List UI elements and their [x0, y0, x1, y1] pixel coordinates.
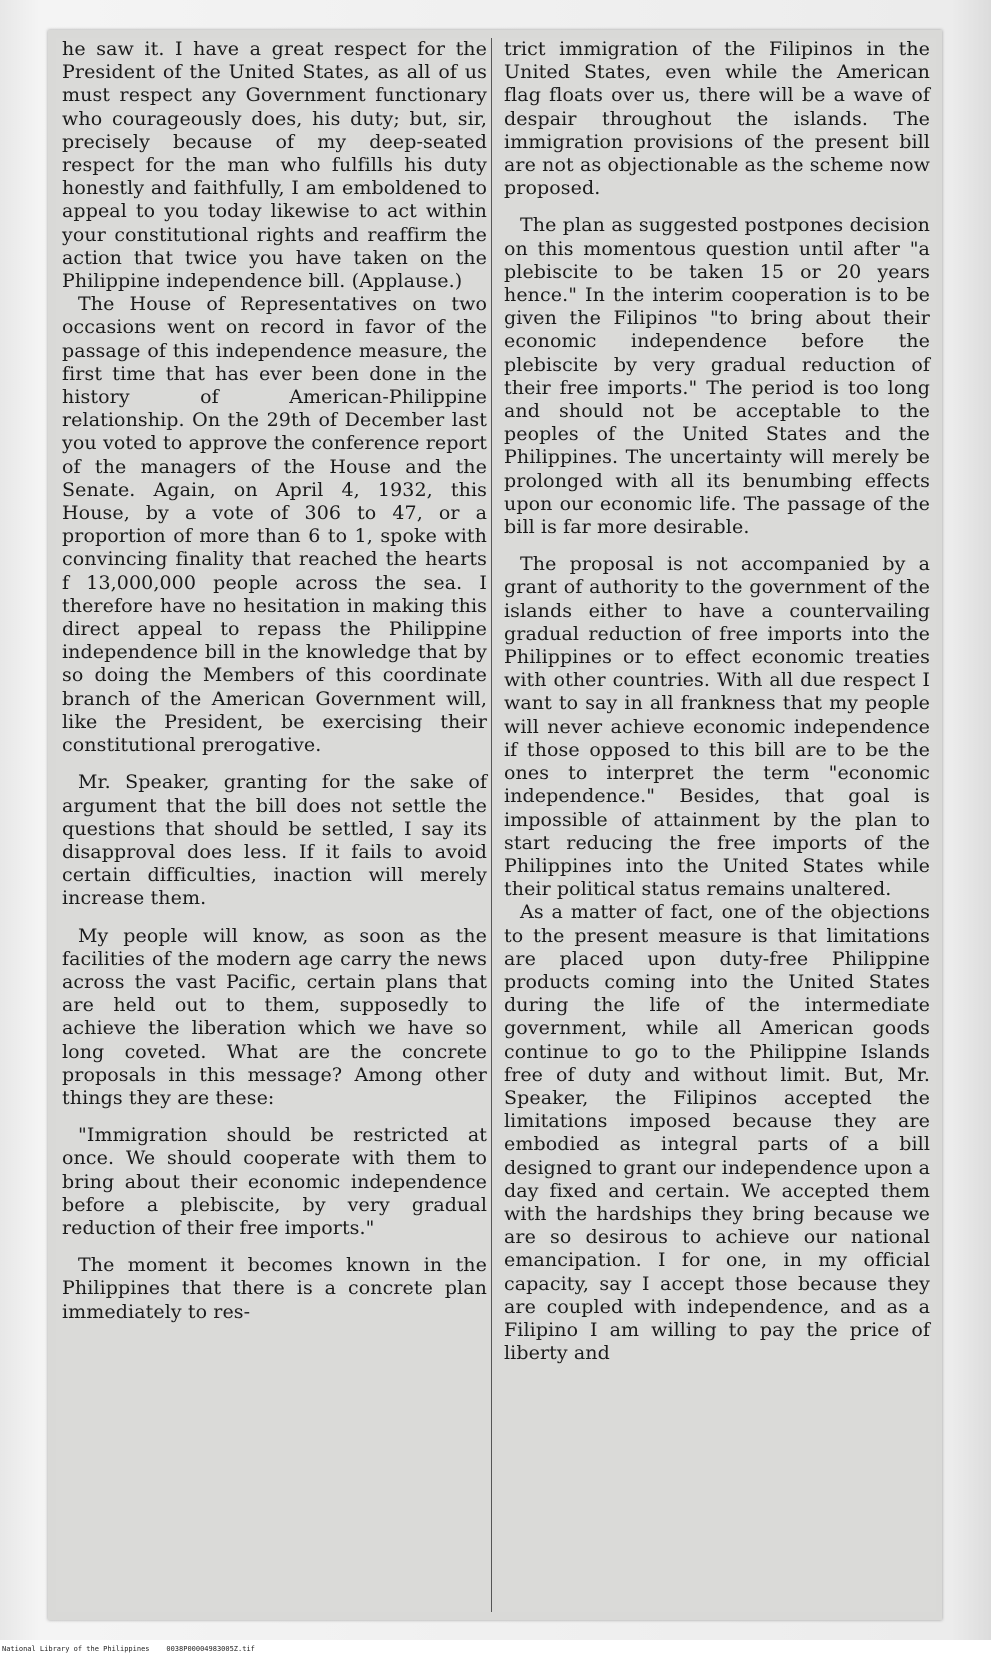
newspaper-clipping	[48, 30, 942, 1620]
paragraph: The moment it becomes known in the Philippines that there is a concrete plan immediately to res-	[62, 1254, 487, 1323]
footer-source: National Library of the Philippines	[2, 1645, 150, 1653]
left-column	[56, 38, 492, 1612]
paragraph: The proposal is not accompanied by a grant of authority to the government of the islands either to have a countervailing gradual reduction of free imports into the Philippines or to effect economic treaties with other countries. With all due respect I want to say in all frankness that my people will never achieve economic independence if those opposed to this bill are to be the ones to interpret the term "economic independence." Besides, that goal is impossible of attainment by the plan to start reducing the free imports of the Philippines into the United States while their political status remains unaltered.	[504, 553, 930, 901]
paragraph: he saw it. I have a great respect for the President of the United States, as all of us must respect any Government functionary who courageously does, his duty; but, sir, precisely because of my deep-seated respect for the man who fulfills his duty honestly and faithfully, I am emboldened to appeal to you today likewise to act within your constitutional rights and reaffirm the action that twice you have taken on the Philippine independence bill. (Applause.)	[62, 38, 487, 293]
paragraph: As a matter of fact, one of the objections to the present measure is that limitations are placed upon duty-free Philippine products coming into the United States during the life of the intermediate government, while all American goods continue to go to the Philippine Islands free of duty and without limit. But, Mr. Speaker, the Filipinos accepted the limitations imposed because they are embodied as integral parts of a bill designed to grant our independence upon a day fixed and certain. We accepted them with the hardships they bring because we are so desirous to achieve our national emancipation. I for one, in my official capacity, say I accept those because they are coupled with independence, and as a Filipino I am willing to pay the price of liberty and	[504, 901, 930, 1365]
paragraph: My people will know, as soon as the facilities of the modern age carry the news across the vast Pacific, certain plans that are held out to them, supposedly to achieve the liberation which we have so long coveted. What are the concrete proposals in this message? Among other things they are these:	[62, 924, 487, 1109]
quotation: "Immigration should be restricted at once. We should cooperate with them to bring about their economic independence before a plebiscite, by very gradual reduction of their free imports."	[62, 1124, 487, 1239]
paragraph: The House of Representatives on two occasions went on record in favor of the passage of this independence measure, the first time that has ever been done in the history of American-Philippine relationship. On the 29th of December last you voted to approve the conference report of the managers of the House and the Senate. Again, on April 4, 1932, this House, by a vote of 306 to 47, or a proportion of more than 6 to 1, spoke with convincing finality that reached the hearts f 13,000,000 people across the sea. I therefore have no hesitation in making this direct appeal to repass the Philippine independence bill in the knowledge that by so doing the Members of this coordinate branch of the American Government will, like the President, be exercising their constitutional prerogative.	[62, 293, 487, 757]
paragraph: trict immigration of the Filipinos in the United States, even while the American flag floats over us, there will be a wave of despair throughout the islands. The immigration provisions of the present bill are not as objectionable as the scheme now proposed.	[504, 38, 930, 200]
footer-file-name: 0038P00004983005Z.tif	[166, 1645, 255, 1653]
right-column	[496, 38, 936, 1612]
scan-footer	[2, 1645, 255, 1653]
paragraph: The plan as suggested postpones decision on this momentous question until after "a plebiscite to be taken 15 or 20 years hence." In the interim cooperation is to be given the Filipinos "to bring about their economic independence before the plebiscite by very gradual reduction of their free imports." The period is too long and should not be acceptable to the peoples of the United States and the Philippines. The uncertainty will merely be prolonged with all its benumbing effects upon our economic life. The passage of the bill is far more desirable.	[504, 214, 930, 539]
paragraph: Mr. Speaker, granting for the sake of argument that the bill does not settle the questions that should be settled, I say its disapproval does less. If it fails to avoid certain difficulties, inaction will merely increase them.	[62, 771, 487, 910]
